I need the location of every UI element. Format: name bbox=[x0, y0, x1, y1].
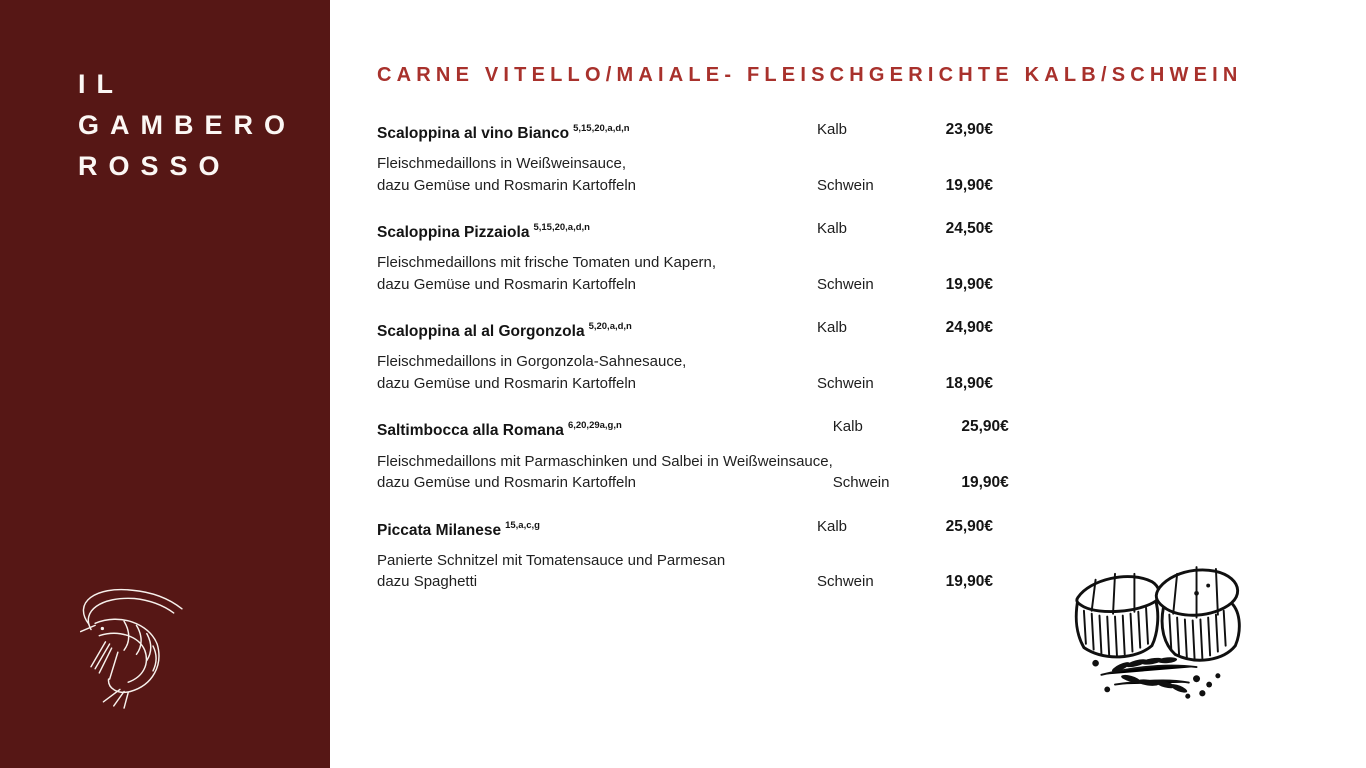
menu-content bbox=[330, 0, 1366, 768]
allergen-codes: 6,20,29a,g,n bbox=[567, 420, 622, 432]
dish-description: Panierte Schnitzel mit Tomatensauce und Parmesan dazu Spaghetti bbox=[377, 551, 726, 591]
variant-label-kalb: Kalb bbox=[817, 220, 848, 238]
section-title: CARNE VITELLO/MAIALE- FLEISCHGERICHTE KALB/SCHWEIN bbox=[377, 64, 1243, 86]
restaurant-logo bbox=[78, 64, 296, 187]
dish-description: Fleischmedaillons mit frische Tomaten und Kapern, dazu Gemüse und Rosmarin Kartoffeln bbox=[377, 254, 717, 293]
shrimp-icon bbox=[60, 575, 215, 715]
menu-item bbox=[377, 117, 993, 196]
logo-line-2: GAMBERO bbox=[78, 110, 296, 140]
dish-name: Saltimbocca alla Romana bbox=[377, 422, 564, 440]
price-kalb: 25,90€ bbox=[961, 418, 1009, 436]
allergen-codes: 5,20,a,d,n bbox=[588, 321, 632, 333]
price-kalb: 23,90€ bbox=[945, 121, 993, 138]
dish-description: Fleischmedaillons in Weißweinsauce, dazu Gemüse und Rosmarin Kartoffeln bbox=[377, 155, 637, 194]
dish-description: Fleischmedaillons mit Parmaschinken und Salbei in Weißweinsauce, dazu Gemüse und Rosmarin Kartoffeln bbox=[377, 452, 833, 492]
menu-item bbox=[377, 216, 993, 295]
price-schwein: 19,90€ bbox=[961, 474, 1009, 492]
price-schwein: 19,90€ bbox=[945, 573, 993, 591]
price-kalb: 24,90€ bbox=[945, 319, 993, 337]
variant-label-schwein: Schwein bbox=[817, 275, 874, 293]
dish-name: Scaloppina al al Gorgonzola bbox=[377, 323, 585, 341]
variant-label-kalb: Kalb bbox=[817, 319, 848, 337]
variant-label-kalb: Kalb bbox=[817, 517, 848, 535]
dish-name: Piccata Milanese bbox=[377, 521, 502, 539]
allergen-codes: 5,15,20,a,d,n bbox=[533, 222, 590, 234]
variant-label-kalb: Kalb bbox=[832, 418, 863, 436]
variant-label-schwein: Schwein bbox=[832, 474, 890, 492]
price-kalb: 25,90€ bbox=[945, 517, 993, 535]
allergen-codes: 15,a,c,g bbox=[505, 519, 540, 531]
variant-label-schwein: Schwein bbox=[817, 176, 874, 194]
menu-item-list bbox=[377, 117, 1009, 613]
variant-label-schwein: Schwein bbox=[817, 374, 874, 392]
price-schwein: 18,90€ bbox=[945, 374, 993, 392]
price-kalb: 24,50€ bbox=[945, 220, 993, 238]
menu-item bbox=[377, 315, 993, 394]
variant-label-schwein: Schwein bbox=[817, 573, 874, 591]
price-schwein: 19,90€ bbox=[945, 275, 993, 293]
logo-line-3: ROSSO bbox=[78, 151, 231, 181]
steak-illustration bbox=[1048, 537, 1248, 702]
menu-item bbox=[377, 514, 993, 593]
menu-item bbox=[377, 414, 1009, 493]
allergen-codes: 5,15,20,a,d,n bbox=[573, 123, 630, 134]
variant-label-kalb: Kalb bbox=[817, 121, 848, 138]
dish-name: Scaloppina al vino Bianco bbox=[377, 125, 570, 143]
dish-name: Scaloppina Pizzaiola bbox=[377, 224, 530, 242]
sidebar bbox=[0, 0, 330, 768]
logo-line-1: IL bbox=[78, 69, 124, 99]
dish-description: Fleischmedaillons in Gorgonzola-Sahnesauce, dazu Gemüse und Rosmarin Kartoffeln bbox=[377, 353, 687, 392]
price-schwein: 19,90€ bbox=[945, 176, 993, 194]
